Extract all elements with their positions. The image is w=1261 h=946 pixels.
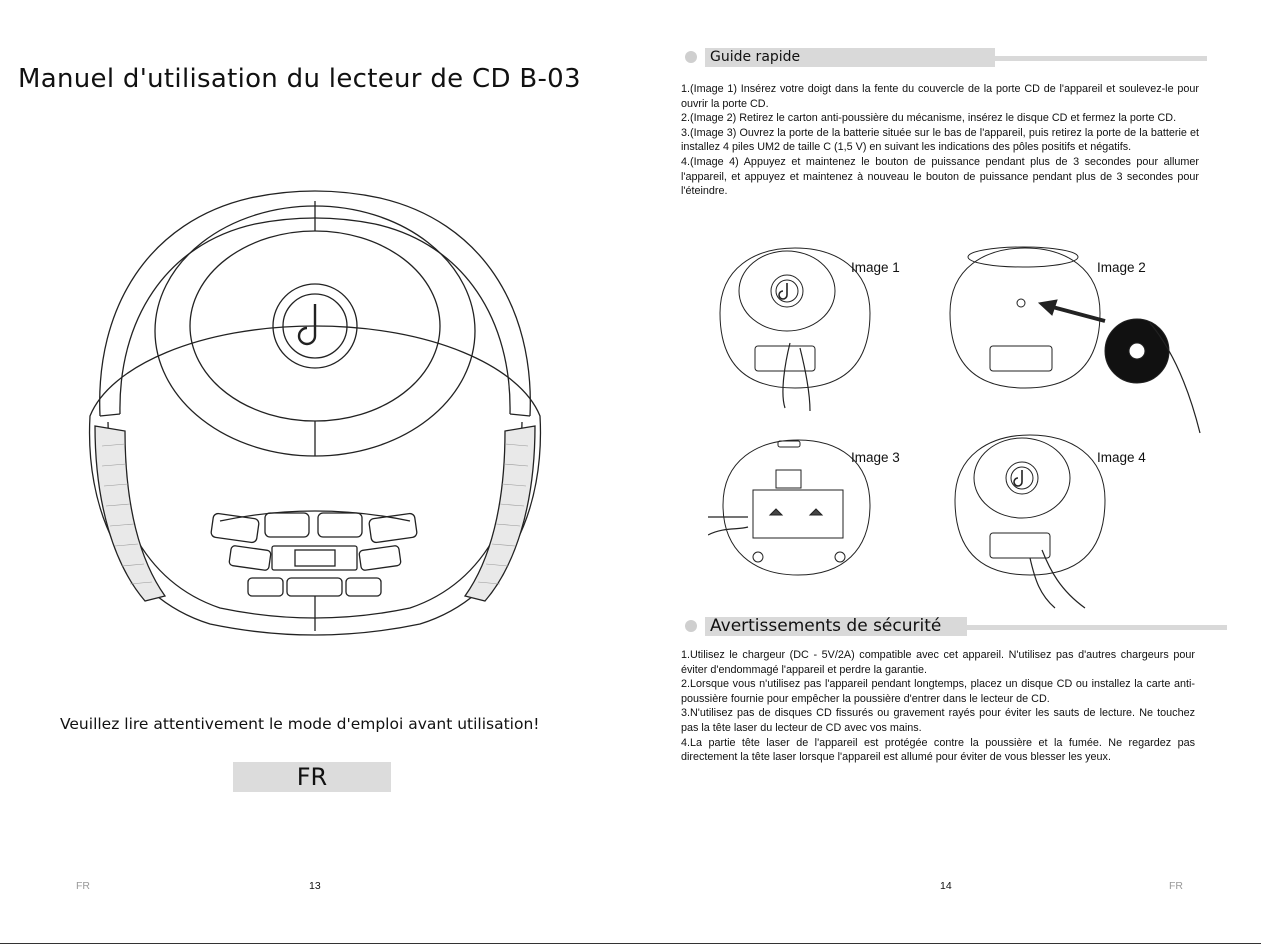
read-instructions-note: Veuillez lire attentivement le mode d'emploi avant utilisation! xyxy=(60,715,540,733)
language-badge: FR xyxy=(233,762,391,792)
footer-language-left: FR xyxy=(76,880,90,892)
safety-warning: 4.La partie tête laser de l'appareil est protégée contre la poussière et la fumée. Ne regardez pas directement la tête laser lorsque l'appareil est allumé pour éviter de vous blesser les yeux. xyxy=(681,736,1195,764)
image-3-label: Image 3 xyxy=(851,450,900,465)
guide-step: 1.(Image 1) Insérez votre doigt dans la fente du couvercle de la porte CD de l'appareil et soulevez-le pour ouvrir la porte CD. xyxy=(681,83,1199,110)
page-number-right: 14 xyxy=(940,880,952,892)
safety-warning: 3.N'utilisez pas de disques CD fissurés ou gravement rayés pour éviter les sauts de lecture. Ne touchez pas la tête laser du lecteur de CD avec vos mains. xyxy=(681,707,1195,734)
guide-steps xyxy=(681,82,1199,199)
footer-language-right: FR xyxy=(1169,880,1183,892)
safety-warning: 2.Lorsque vous n'utilisez pas l'appareil pendant longtemps, placez un disque CD ou installez la carte anti-poussière fournie pour empêcher la poussière d'entrer dans le lecteur de CD. xyxy=(681,678,1195,705)
cd-player-illustration xyxy=(80,176,550,646)
bottom-rule xyxy=(0,943,1261,944)
power-button-illustration xyxy=(950,430,1110,610)
guide-step: 2.(Image 2) Retirez le carton anti-poussière du mécanisme, insérez le disque CD et fermez la porte CD. xyxy=(681,112,1177,125)
image-4-label: Image 4 xyxy=(1097,450,1146,465)
safety-warnings xyxy=(681,648,1195,765)
guide-heading: Guide rapide xyxy=(710,49,801,65)
guide-step: 3.(Image 3) Ouvrez la porte de la batterie située sur le bas de l'appareil, puis retirez la porte de la batterie et installez 4 piles UM2 de taille C (1,5 V) en suivant les indications des pôles positifs et négatifs. xyxy=(681,126,1199,154)
safety-heading: Avertissements de sécurité xyxy=(710,616,942,636)
right-page xyxy=(640,0,1261,946)
manual-title: Manuel d'utilisation du lecteur de CD B-03 xyxy=(18,64,581,94)
safety-heading-bar xyxy=(685,617,1227,637)
guide-step: 4.(Image 4) Appuyez et maintenez le bouton de puissance pendant plus de 3 secondes pour allumer l'appareil, et appuyez et maintenez à nouveau le bouton de puissance pendant plus de 3 secondes pour l'éteindre. xyxy=(681,155,1199,198)
bullet-dot-icon xyxy=(685,620,697,632)
image-1-label: Image 1 xyxy=(851,260,900,275)
guide-heading-bar xyxy=(685,48,1207,68)
bullet-dot-icon xyxy=(685,51,697,63)
insert-cd-illustration xyxy=(945,243,1205,443)
image-2-label: Image 2 xyxy=(1097,260,1146,275)
page-number-left: 13 xyxy=(309,880,321,892)
safety-warning: 1.Utilisez le chargeur (DC - 5V/2A) compatible avec cet appareil. N'utilisez pas d'autres chargeurs pour éviter d'endommagé l'appareil et perdre la garantie. xyxy=(681,649,1195,676)
